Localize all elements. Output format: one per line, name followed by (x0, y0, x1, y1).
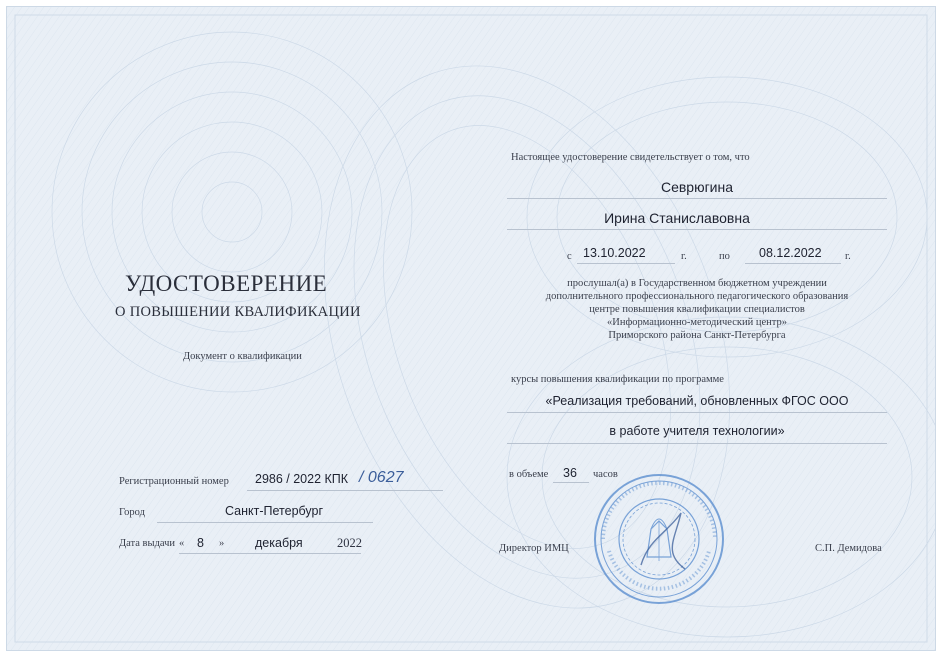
registration-number: 2986 / 2022 КПК (255, 472, 349, 486)
holder-given-names: Ирина Станиславовна (604, 210, 750, 226)
surname-underline (507, 198, 887, 199)
issue-date-open-quote: « (179, 538, 185, 549)
certificate-sheet (6, 6, 936, 651)
institution-line: Приморского района Санкт-Петербурга (608, 330, 786, 341)
institution-line: дополнительного профессионального педагогического образования (545, 291, 849, 302)
issue-date-label: Дата выдачи (119, 538, 176, 549)
period-from-underline (577, 263, 675, 264)
program-title-line-1: «Реализация требований, обновленных ФГОС ООО (545, 394, 849, 408)
institution-line: «Информационно-методический центр» (607, 317, 787, 328)
guilloche-background (7, 7, 935, 650)
issue-date-year: 2022 (337, 536, 362, 550)
holder-surname: Севрюгина (660, 179, 734, 195)
program-underline-2 (507, 443, 887, 444)
period-from-date: 13.10.2022 (583, 246, 646, 260)
registration-handwritten: / 0627 (359, 469, 404, 486)
period-from-label: с (567, 251, 572, 262)
issue-date-underline (179, 553, 361, 554)
period-year-suffix-2: г. (845, 251, 851, 262)
director-name: С.П. Демидова (815, 543, 882, 554)
volume-underline (553, 482, 589, 483)
certificate-subtitle: О ПОВЫШЕНИИ КВАЛИФИКАЦИИ (115, 304, 361, 320)
program-underline-1 (507, 412, 887, 413)
period-to-date: 08.12.2022 (759, 246, 822, 260)
volume-label: в объеме (509, 469, 549, 480)
period-year-suffix-1: г. (681, 251, 687, 262)
institution-line: центре повышения квалификации специалистов (589, 304, 805, 315)
document-type-label: Документ о квалификации (183, 351, 302, 362)
intro-text: Настоящее удостоверение свидетельствует о том, что (511, 152, 750, 163)
program-label: курсы повышения квалификации по программе (511, 374, 724, 385)
period-to-label: по (719, 251, 730, 262)
city-underline (157, 522, 373, 523)
institution-line: прослушал(а) в Государственном бюджетном учреждении (567, 278, 827, 289)
issue-date-day: 8 (197, 536, 204, 550)
certificate-title: УДОСТОВЕРЕНИЕ (125, 271, 328, 296)
volume-value: 36 (563, 466, 577, 480)
city-value: Санкт-Петербург (225, 504, 324, 518)
registration-underline (247, 490, 443, 491)
issue-date-month: декабря (255, 536, 303, 550)
city-label: Город (119, 507, 145, 518)
volume-unit: часов (593, 469, 618, 480)
program-title-line-2: в работе учителя технологии» (609, 424, 785, 438)
issue-date-close-quote: » (219, 538, 225, 549)
director-label: Директор ИМЦ (499, 543, 569, 554)
period-to-underline (745, 263, 841, 264)
official-stamp (589, 469, 729, 609)
registration-label: Регистрационный номер (119, 476, 229, 487)
names-underline (507, 229, 887, 230)
